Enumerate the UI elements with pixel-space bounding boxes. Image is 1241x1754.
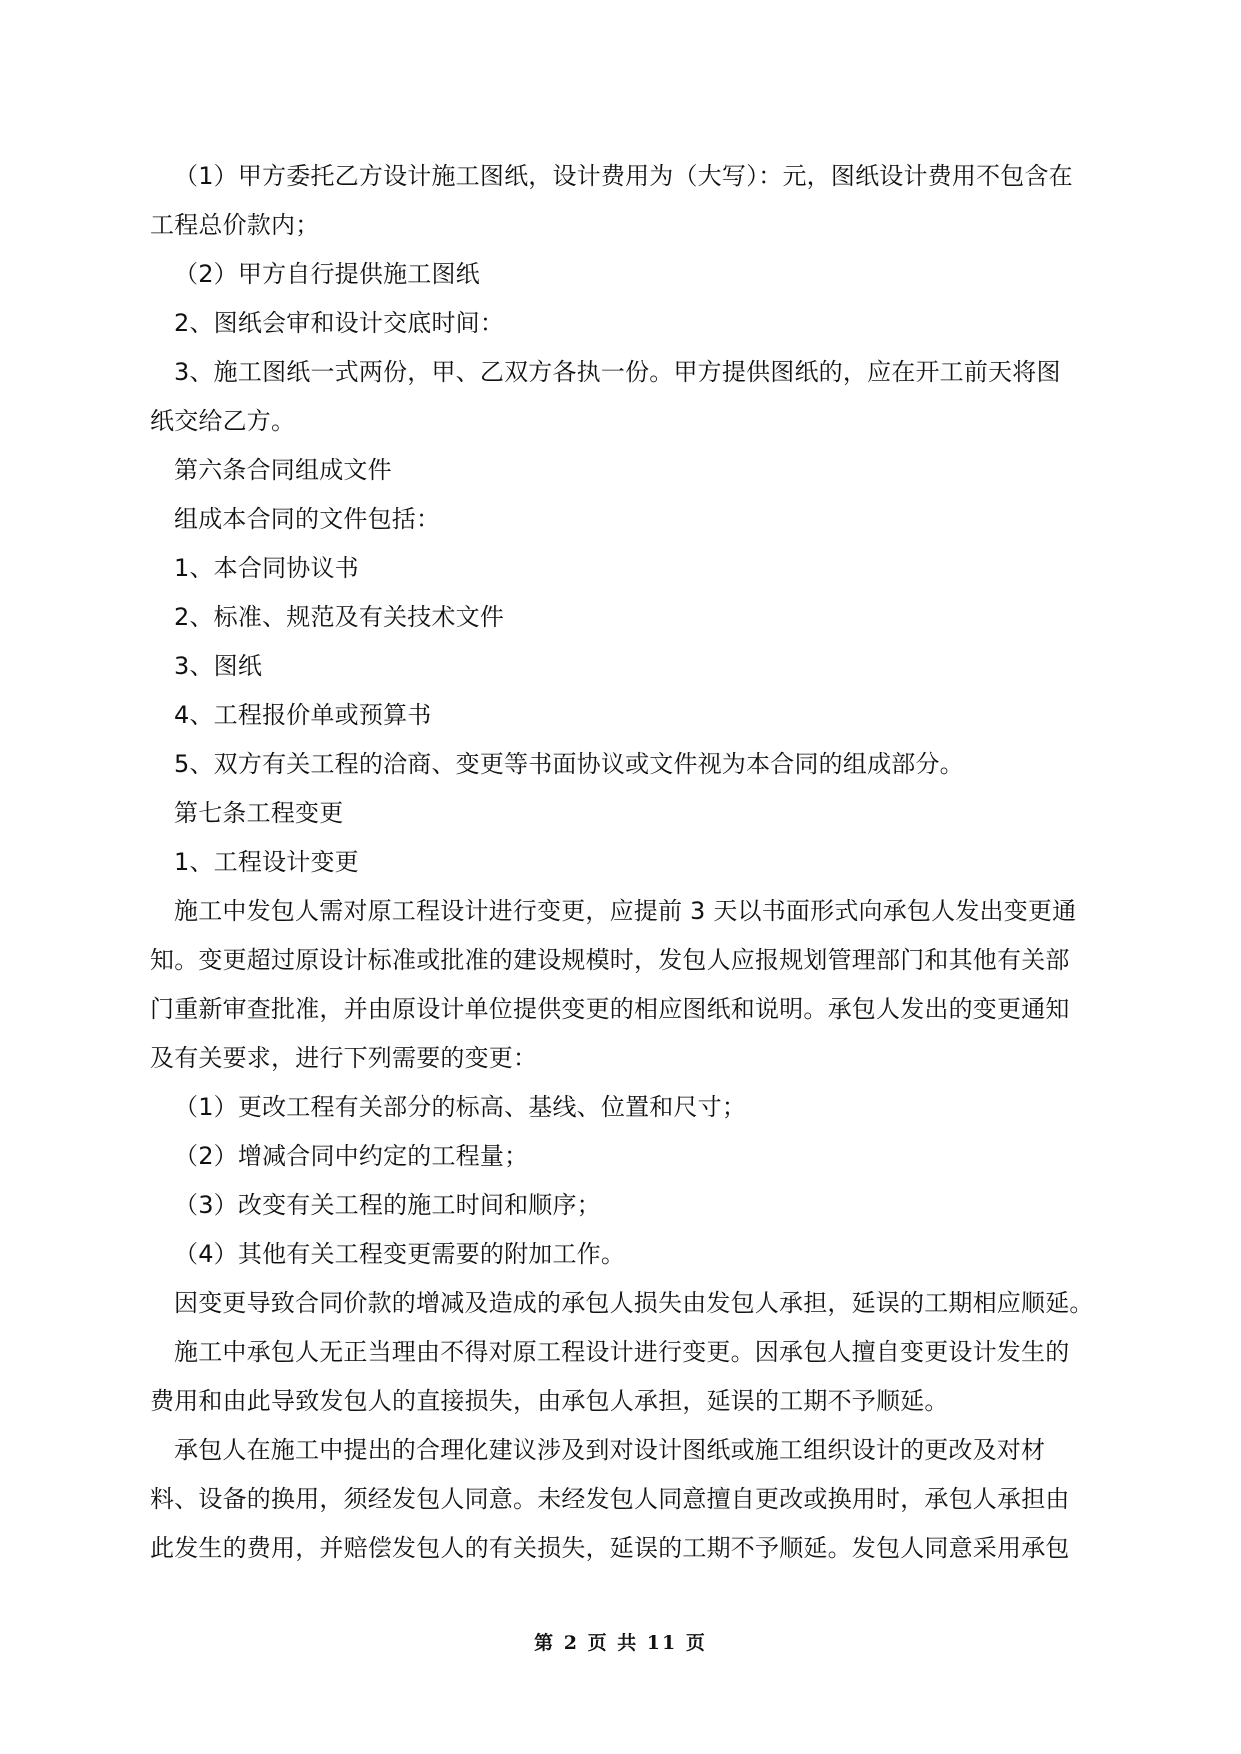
text-line: （1）甲方委托乙方设计施工图纸，设计费用为（大写）：元，图纸设计费用不包含在 [174, 162, 1073, 190]
list-item: 5、双方有关工程的洽商、变更等书面协议或文件视为本合同的组成部分。 [174, 750, 964, 778]
text-line: 及有关要求，进行下列需要的变更： [150, 1044, 538, 1072]
text-line: 门重新审查批准，并由原设计单位提供变更的相应图纸和说明。承包人发出的变更通知 [150, 995, 1070, 1023]
text-line: 施工中发包人需对原工程设计进行变更，应提前 3 天以书面形式向承包人发出变更通 [174, 897, 1077, 925]
text-line: 组成本合同的文件包括： [174, 505, 441, 533]
list-item: （4）其他有关工程变更需要的附加工作。 [174, 1240, 626, 1268]
list-item: 3、图纸 [174, 652, 263, 680]
text-line: 料、设备的换用，须经发包人同意。未经发包人同意擅自更改或换用时，承包人承担由 [150, 1485, 1070, 1513]
list-item: （2）增减合同中约定的工程量； [174, 1142, 529, 1170]
list-item: 1、本合同协议书 [174, 554, 359, 582]
text-line: 费用和由此导致发包人的直接损失，由承包人承担，延误的工期不予顺延。 [150, 1387, 949, 1415]
text-line: 工程总价款内； [150, 211, 320, 239]
section-heading: 第六条合同组成文件 [174, 456, 392, 484]
text-line: 施工中承包人无正当理由不得对原工程设计进行变更。因承包人擅自变更设计发生的 [174, 1338, 1070, 1366]
text-line: 因变更导致合同价款的增减及造成的承包人损失由发包人承担，延误的工期相应顺延。 [174, 1289, 1094, 1317]
text-line: 2、图纸会审和设计交底时间： [174, 309, 505, 337]
text-line: 知。变更超过原设计标准或批准的建设规模时，发包人应报规划管理部门和其他有关部 [150, 946, 1070, 974]
section-heading: 第七条工程变更 [174, 799, 344, 827]
list-item: （1）更改工程有关部分的标高、基线、位置和尺寸； [174, 1093, 747, 1121]
text-line: （2）甲方自行提供施工图纸 [174, 260, 480, 288]
text-line: 此发生的费用，并赔偿发包人的有关损失，延误的工期不予顺延。发包人同意采用承包 [150, 1534, 1070, 1562]
text-line: 3、施工图纸一式两份，甲、乙双方各执一份。甲方提供图纸的，应在开工前天将图 [174, 358, 1061, 386]
list-item: 4、工程报价单或预算书 [174, 701, 432, 729]
text-line: 1、工程设计变更 [174, 848, 359, 876]
document-body [150, 152, 1092, 1573]
text-line: 承包人在施工中提出的合理化建议涉及到对设计图纸或施工组织设计的更改及对材 [174, 1436, 1046, 1464]
list-item: （3）改变有关工程的施工时间和顺序； [174, 1191, 601, 1219]
page-number-footer: 第 2 页 共 11 页 [534, 1632, 707, 1654]
list-item: 2、标准、规范及有关技术文件 [174, 603, 505, 631]
text-line: 纸交给乙方。 [150, 407, 296, 435]
